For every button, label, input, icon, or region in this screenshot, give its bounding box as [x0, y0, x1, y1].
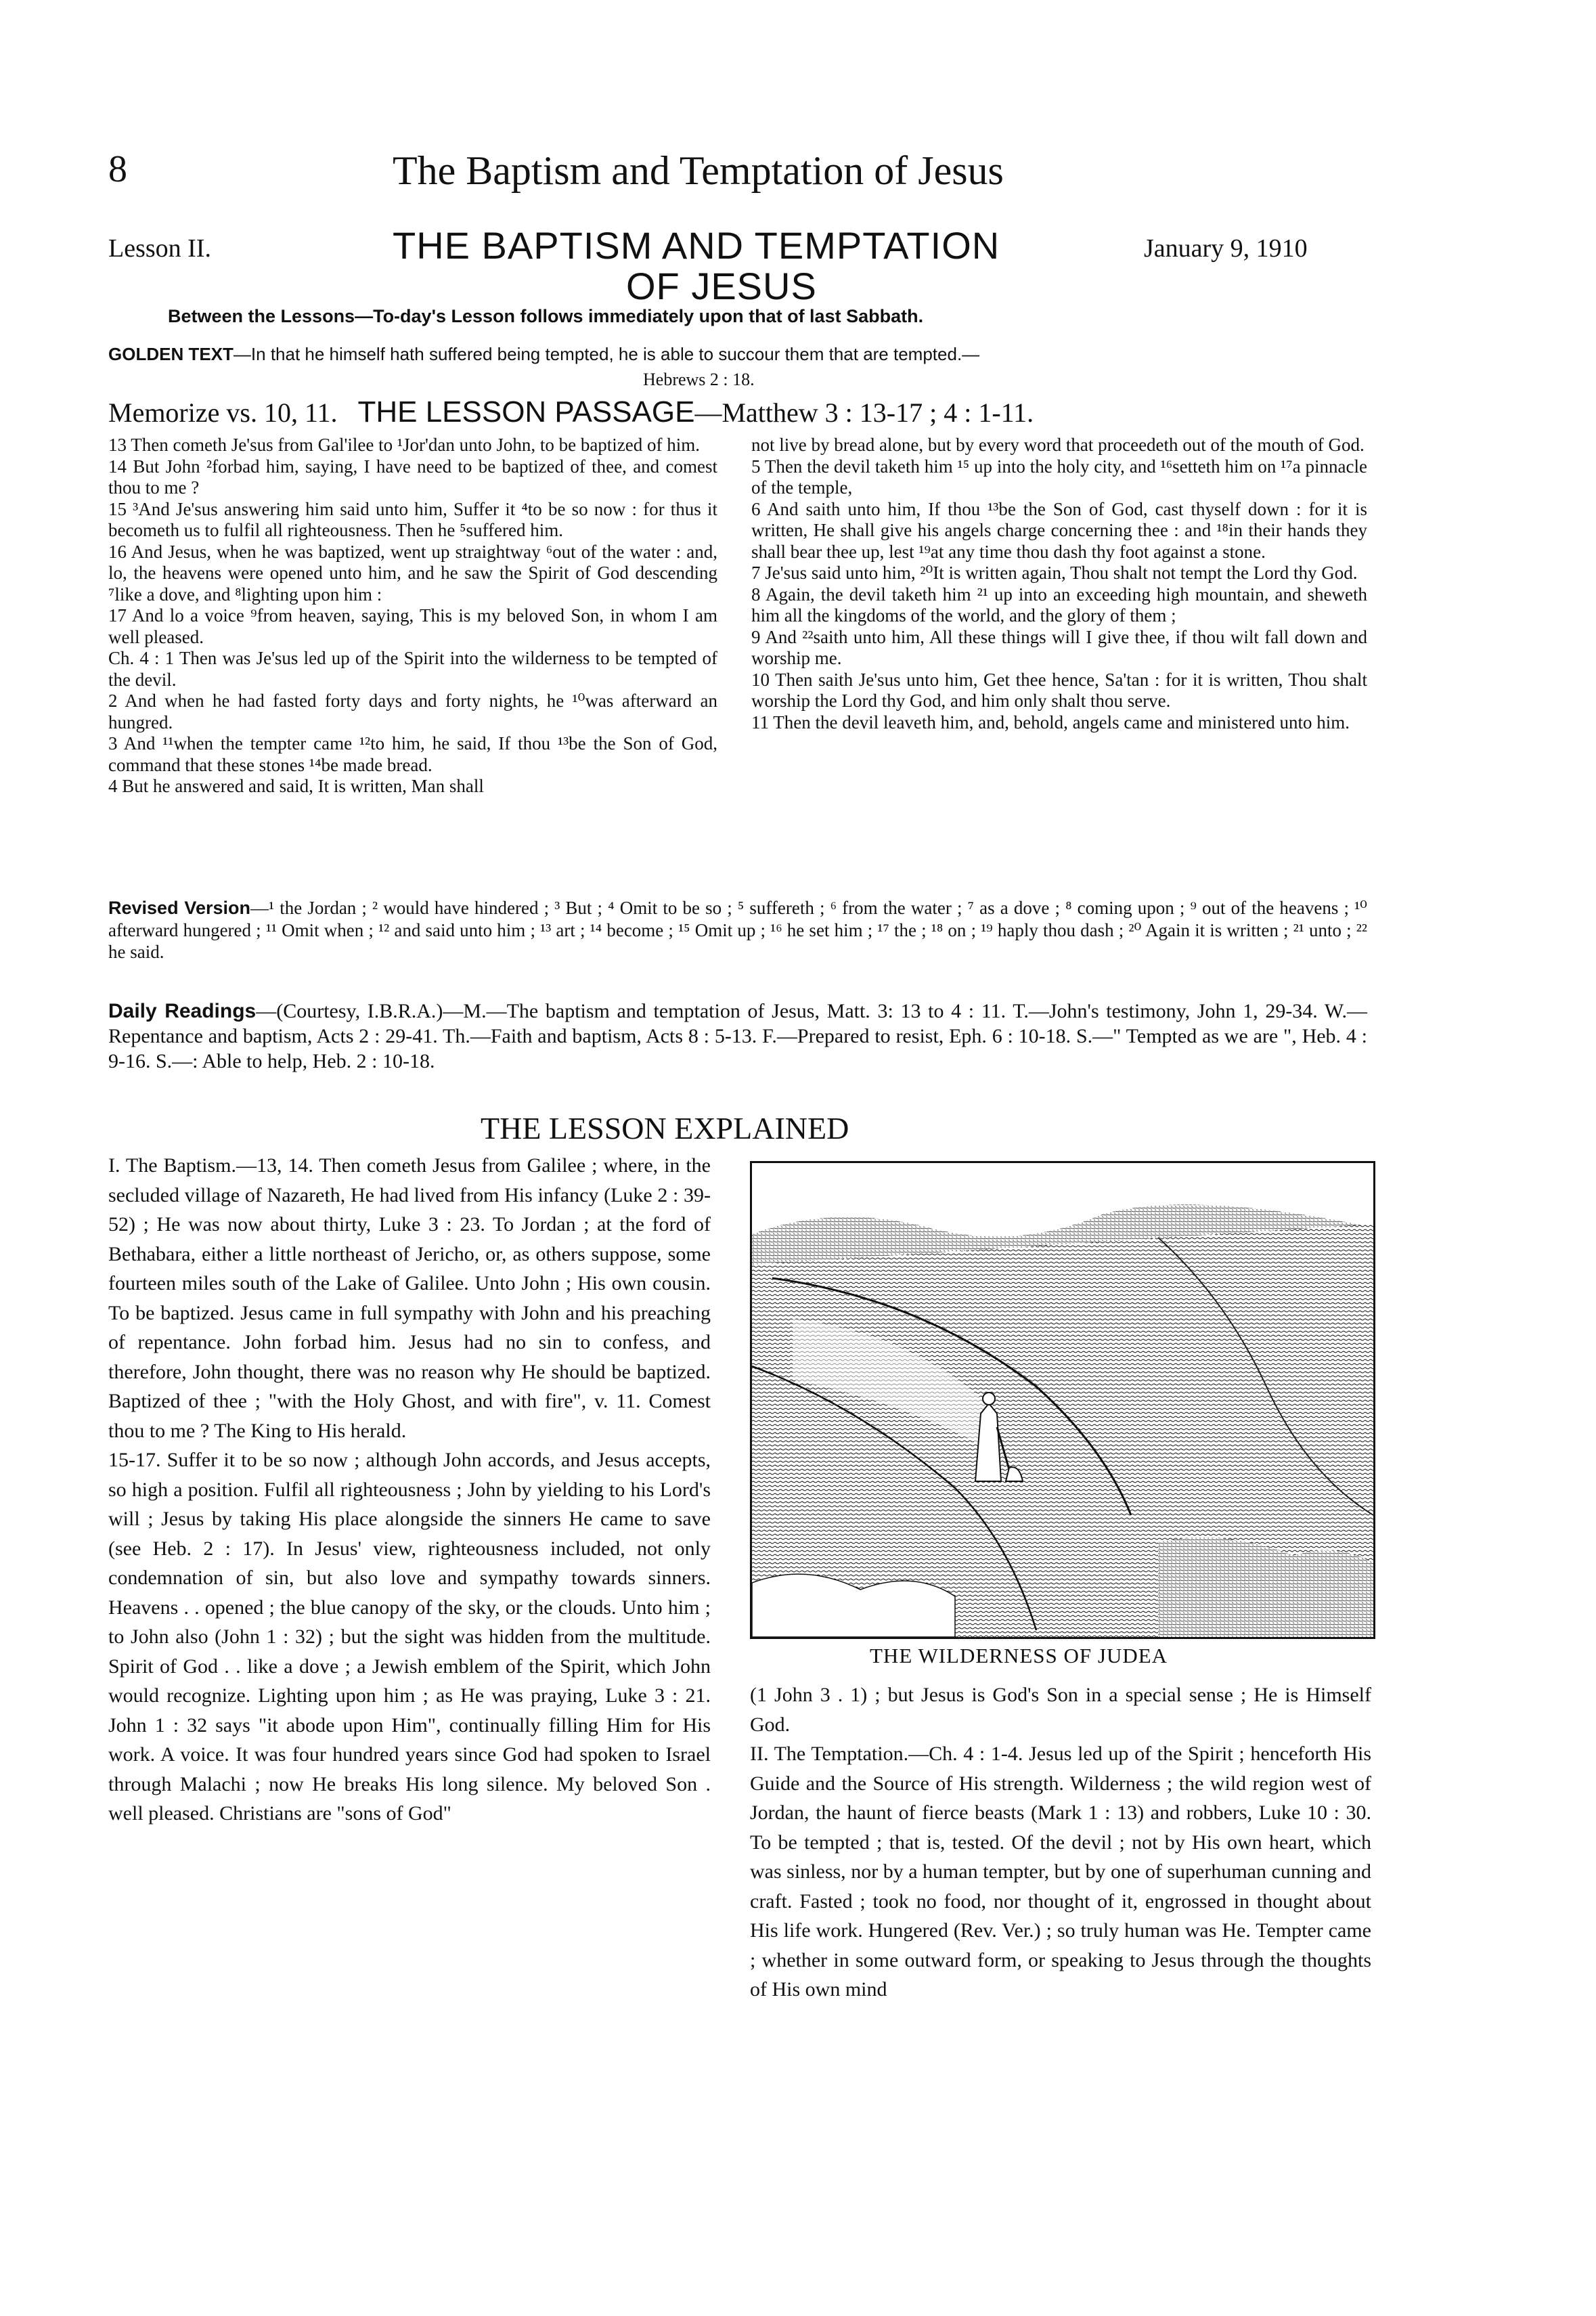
daily-readings [108, 999, 1367, 1074]
daily-readings-label: Daily Readings [108, 1000, 257, 1022]
between-lessons-note: Between the Lessons—To-day's Lesson follows immediately upon that of last Sabbath. [168, 306, 924, 326]
revised-version-label: Revised Version [108, 898, 250, 918]
explained-right-column: (1 John 3 . 1) ; but Jesus is God's Son in a special sense ; He is Himself God. II. The Temptation.—Ch. 4 : 1-4. Jesus led up of the Spirit ; henceforth His Guide and the Source of His strength. Wilderness ; the wild region west of Jordan, the haunt of fierce beasts (Mark 1 : 13) and robbers, Luke 10 : 30. To be tempted ; that is, tested. Of the devil ; not by His own heart, which was sinless, nor by a human tempter, but by one of superhuman cunning and craft. Fasted ; took no food, nor thought of it, engrossed in thought about His life work. Hungered (Rev. Ver.) ; so truly human was He. Tempter came ; whether in some outward form, or speaking to Jesus through the thoughts of His own mind [750, 1684, 1371, 2001]
figure-caption: THE WILDERNESS OF JUDEA [870, 1644, 1168, 1667]
revised-version-text: —¹ the Jordan ; ² would have hindered ; ³ But ; ⁴ Omit to be so ; ⁵ suffereth ; ⁶ from the water ; ⁷ as a dove ; ⁸ coming upon ; ⁹ out of the heavens ; ¹⁰ afterward hungered ; ¹¹ Omit when ; ¹² and said unto him ; ¹³ art ; ¹⁴ become ; ¹⁵ Omit up ; ¹⁶ he set him ; ¹⁷ the ; ¹⁸ on ; ¹⁹ haply thou dash ; ²⁰ Again it is written ; ²¹ unto ; ²² he said. [108, 898, 1367, 962]
wilderness-engraving [752, 1163, 1373, 1637]
golden-text-body: —In that he himself hath suffered being tempted, he is able to succour them that are tempted.— [233, 344, 980, 364]
daily-readings-text: —(Courtesy, I.B.R.A.)—M.—The baptism and temptation of Jesus, Matt. 3: 13 to 4 : 11. T.—John's testimony, John 1, 29-34. W.—Repentance and baptism, Acts 2 : 29-41. Th.—Faith and baptism, Acts 8 : 5-13. F.—Prepared to resist, Eph. 6 : 10-18. S.—" Tempted as we are ", Heb. 4 : 9-16. S.—: Able to help, Heb. 2 : 10-18. [108, 1000, 1367, 1072]
golden-text-label: GOLDEN TEXT [108, 344, 234, 364]
explained-left-column: I. The Baptism.—13, 14. Then cometh Jesus from Galilee ; where, in the secluded village of Nazareth, He had lived from His infancy (Luke 2 : 39-52) ; He was now about thirty, Luke 3 : 23. To Jordan ; at the ford of Bethabara, either a little northeast of Jericho, or, as others suppose, some fourteen miles south of the Lake of Galilee. Unto John ; His own cousin. To be baptized. Jesus came in full sympathy with John and his preaching of repentance. John forbad him. Jesus had no sin to confess, and therefore, John thought, there was no reason why He should be baptized. Baptized of thee ; "with the Holy Ghost, and with fire", v. 11. Comest thou to me ? The King to His herald. 15-17. Suffer it to be so now ; although John accords, and Jesus accepts, so high a position. Fulfil all righteousness ; John by yielding to his Lord's will ; Jesus by taking His place alongside the sinners He came to save (see Heb. 2 : 17). In Jesus' view, righteousness included, not only condemnation of sin, but also love and sympathy towards sinners. Heavens . . opened ; the blue canopy of the sky, or the clouds. Unto him ; to John also (John 1 : 32) ; but the sight was hidden from the multitude. Spirit of God . . like a dove ; a Jewish emblem of the Spirit, which John would recognize. Lighting upon him ; as He was praying, Luke 3 : 21. John 1 : 32 says "it abode upon Him", continually filling Him for His work. A voice. It was four hundred years since God had spoken to Israel through Malachi ; now He breaks His long silence. My beloved Son . well pleased. Christians are "sons of God" [108, 1154, 711, 1825]
lesson-title-line1: THE BAPTISM AND TEMPTATION [393, 224, 1000, 267]
page-number: 8 [108, 148, 127, 190]
passage-right-column: not live by bread alone, but by every word that proceedeth out of the mouth of God. 5 Then the devil taketh him ¹⁵ up into the holy city, and ¹⁶setteth him on ¹⁷a pinnacle of the temple, 6 And saith unto him, If thou ¹³be the Son of God, cast thyself down : for it is written, He shall give his angels charge concerning thee : and ¹⁸in their hands they shall bear thee up, lest ¹⁹at any time thou dash thy foot against a stone. 7 Je'sus said unto him, ²⁰It is written again, Thou shalt not tempt the Lord thy God. 8 Again, the devil taketh him ²¹ up into an exceeding high mountain, and sheweth him all the kingdoms of the world, and the glory of them ; 9 And ²²saith unto him, All these things will I give thee, if thou wilt fall down and worship me. 10 Then saith Je'sus unto him, Get thee hence, Sa'tan : for it is written, Thou shalt worship the Lord thy God, and him only shalt thou serve. 11 Then the devil leaveth him, and, behold, angels came and ministered unto him. [751, 435, 1367, 733]
memorize-note: Memorize vs. 10, 11. [108, 397, 338, 428]
passage-heading [108, 395, 1462, 429]
lesson-explained-heading: THE LESSON EXPLAINED [481, 1111, 849, 1145]
running-title: The Baptism and Temptation of Jesus [393, 148, 1004, 193]
passage-title: THE LESSON PASSAGE [357, 395, 695, 429]
lesson-number: Lesson II. [108, 234, 211, 263]
passage-reference: —Matthew 3 : 13-17 ; 4 : 1-11. [694, 397, 1034, 428]
revised-version-note [108, 897, 1367, 963]
golden-text [108, 344, 1455, 364]
lesson-title-line2: OF JESUS [626, 265, 817, 307]
passage-left-column: 13 Then cometh Je'sus from Gal'ilee to ¹Jor'dan unto John, to be baptized of him. 14 But John ²forbad him, saying, I have need to be baptized of thee, and comest thou to me ? 15 ³And Je'sus answering him said unto him, Suffer it ⁴to be so now : for thus it becometh us to fulfil all righteousness. Then he ⁵suffered him. 16 And Jesus, when he was baptized, went up straightway ⁶out of the water : and, lo, the heavens were opened unto him, and he saw the Spirit of God descending ⁷like a dove, and ⁸lighting upon him : 17 And lo a voice ⁹from heaven, saying, This is my beloved Son, in whom I am well pleased. Ch. 4 : 1 Then was Je'sus led up of the Spirit into the wilderness to be tempted of the devil. 2 And when he had fasted forty days and forty nights, he ¹⁰was afterward an hungred. 3 And ¹¹when the tempter came ¹²to him, he said, If thou ¹³be the Son of God, command that these stones ¹⁴be made bread. 4 But he answered and said, It is written, Man shall [108, 435, 717, 796]
golden-text-reference: Hebrews 2 : 18. [643, 370, 755, 389]
lesson-date: January 9, 1910 [1144, 234, 1308, 263]
wilderness-figure [750, 1161, 1375, 1639]
